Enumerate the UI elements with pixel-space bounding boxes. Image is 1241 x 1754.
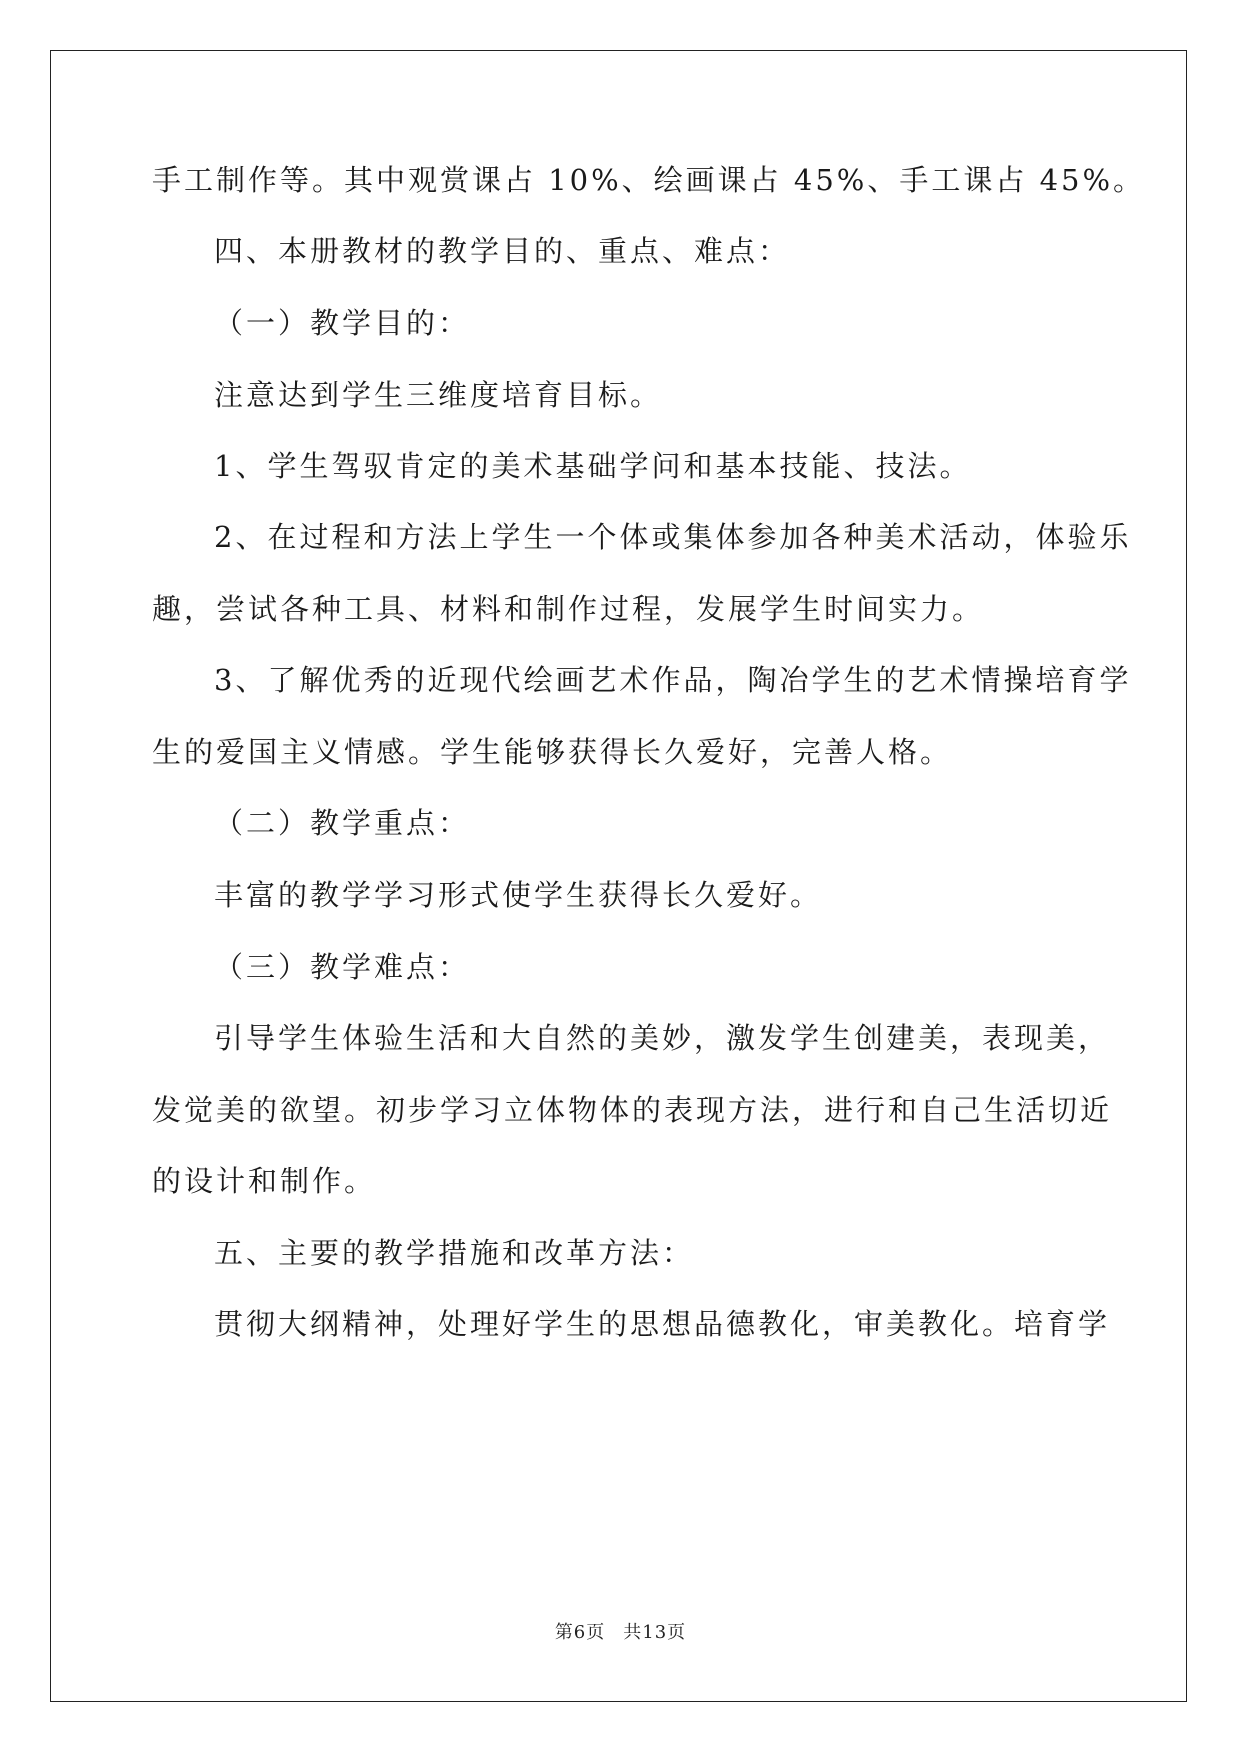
subsection-heading: （二）教学重点：	[214, 806, 471, 840]
section-heading: 五、主要的教学措施和改革方法：	[214, 1236, 695, 1270]
text-line: 3、了解优秀的近现代绘画艺术作品，陶冶学生的艺术情操培育学	[214, 663, 1132, 697]
text-line: 贯彻大纲精神，处理好学生的思想品德教化，审美教化。培育学	[214, 1307, 1111, 1341]
section-heading: 四、本册教材的教学目的、重点、难点：	[214, 234, 791, 268]
page-footer	[0, 1618, 1241, 1644]
text-line: 注意达到学生三维度培育目标。	[214, 378, 663, 412]
subsection-heading: （一）教学目的：	[214, 306, 471, 340]
page-number-total: 共13页	[623, 1622, 687, 1643]
text-line: 发觉美的欲望。初步学习立体物体的表现方法，进行和自己生活切近	[152, 1093, 1113, 1127]
text-line: 生的爱国主义情感。学生能够获得长久爱好，完善人格。	[152, 735, 953, 769]
page-border	[50, 50, 1187, 1702]
text-line: 趣，尝试各种工具、材料和制作过程，发展学生时间实力。	[152, 592, 985, 626]
text-line: 1、学生驾驭肯定的美术基础学问和基本技能、技法。	[214, 449, 972, 483]
text-line: 引导学生体验生活和大自然的美妙，激发学生创建美，表现美，	[214, 1021, 1111, 1055]
subsection-heading: （三）教学难点：	[214, 950, 471, 984]
text-line: 丰富的教学学习形式使学生获得长久爱好。	[214, 878, 823, 912]
text-line: 手工制作等。其中观赏课占 10%、绘画课占 45%、手工课占 45%。	[152, 163, 1146, 197]
text-line: 的设计和制作。	[152, 1164, 377, 1198]
text-line: 2、在过程和方法上学生一个体或集体参加各种美术活动，体验乐	[214, 520, 1132, 554]
page-number-current: 第6页	[554, 1622, 606, 1643]
